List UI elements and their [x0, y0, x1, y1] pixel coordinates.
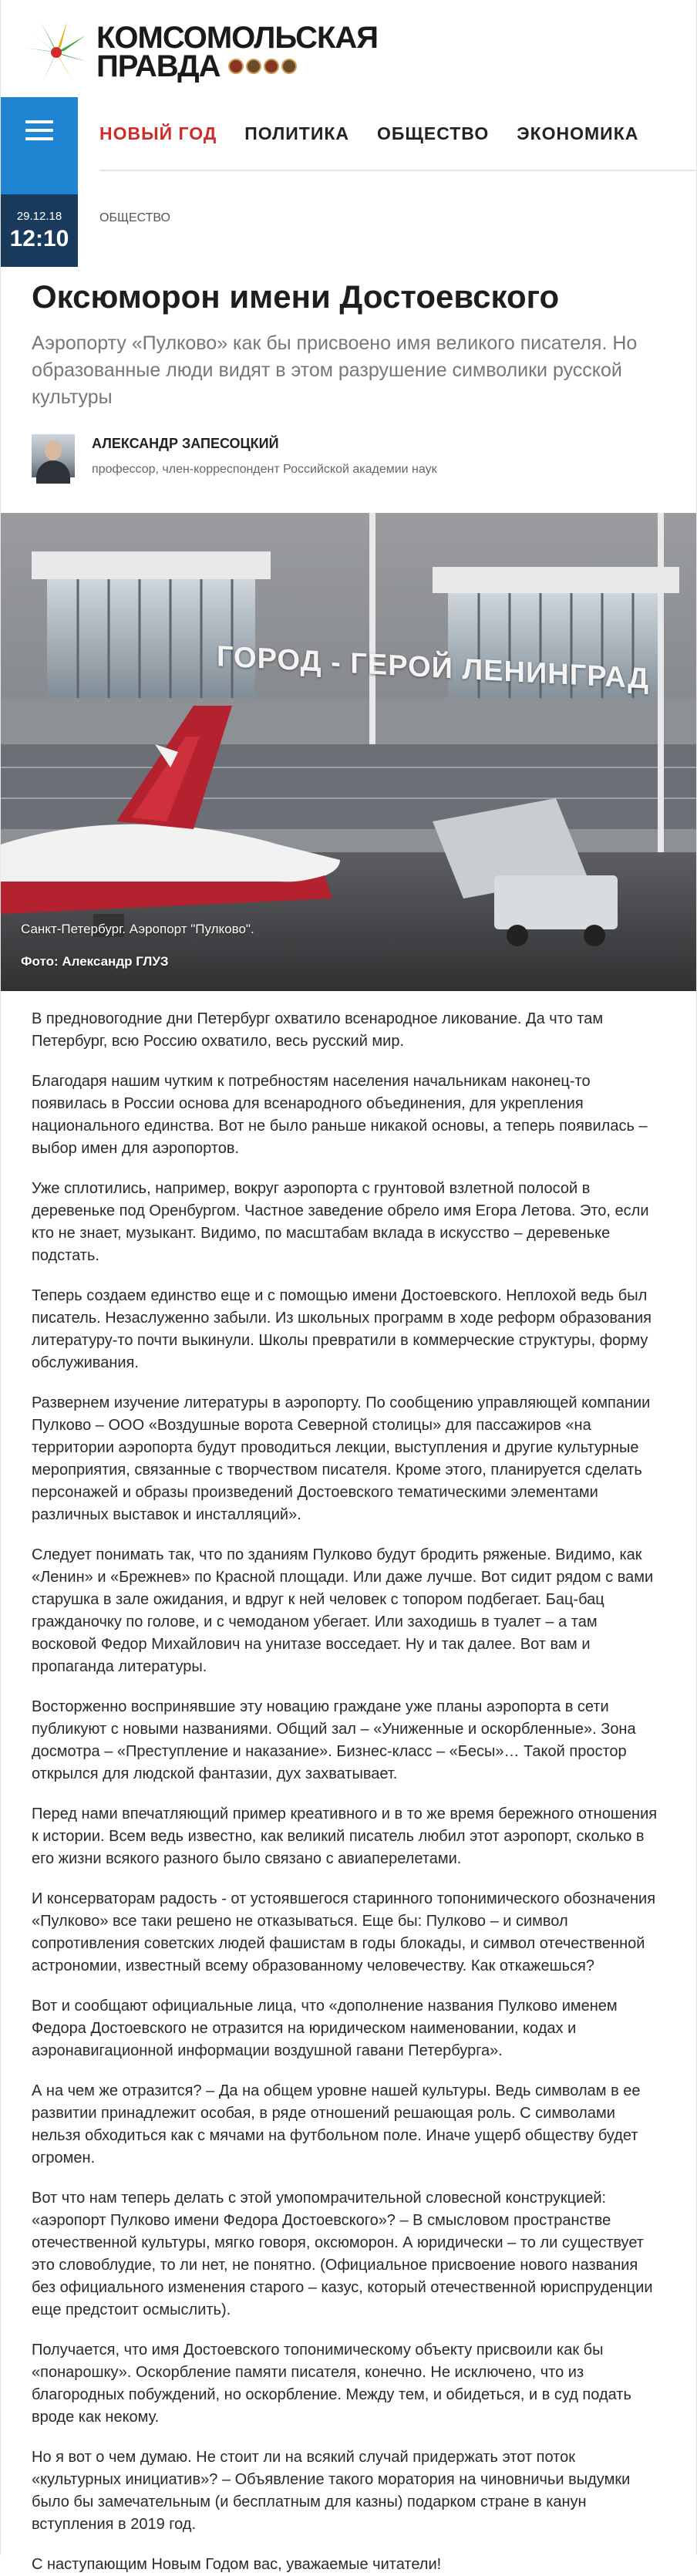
navigation-row [1, 97, 696, 251]
article-paragraph: В предновогодние дни Петербург охватило всенародное ликование. Да что там Петербург, всю Россию охватило, весь русский мир. [32, 1010, 604, 1050]
leaf-emblem-icon [21, 17, 92, 88]
order-badge-icon [264, 59, 279, 74]
order-badge-icon [228, 59, 244, 74]
article-paragraph: С наступающим Новым Годом вас, уважаемые читатели! [32, 2556, 442, 2574]
article-paragraph: Получается, что имя Достоевского топонимическому объекту присвоили как бы «понарошку». Оскорбление памяти писателя, конечно. Не исключено, что из благородных побуждений, но оскорбление. Между тем, и обидеться, и в суд подать вроде как некому. [32, 2342, 631, 2426]
author-avatar[interactable] [32, 434, 75, 477]
nav-item-new-year[interactable]: НОВЫЙ ГОД [99, 123, 217, 143]
author-name[interactable]: АЛЕКСАНДР ЗАПЕСОЦКИЙ [92, 436, 279, 452]
airport-photo-image [1, 513, 696, 991]
rubric-link[interactable]: ОБЩЕСТВО [99, 211, 170, 224]
publish-date: 29.12.18 [16, 210, 62, 223]
article-title: Оксюморон имени Достоевского [32, 278, 560, 315]
article-lead: Аэропорту «Пулково» как бы присвоено имя великого писателя. Но образованные люди видят в этом разрушение символики русской культуры [32, 332, 638, 409]
author-role: профессор, член-корреспондент Российской академии наук [92, 463, 437, 477]
article-paragraph: Восторженно воспринявшие эту новацию граждане уже планы аэропорта в сети публикуют с новыми названиями. Общий зал – «Униженные и оскорбленные». Зона досмотра – «Преступление и наказание». Бизнес-класс – «Бесы»… Такой простор открылся для людской фантазии, дух захватывает. [32, 1698, 636, 1783]
article-paragraph: Вот и сообщают официальные лица, что «дополнение названия Пулково именем Федора Достоевского не отразится на юридическом наименовании, кодах и аэронавигационной информации воздушной гавани Петербурга». [32, 1998, 618, 2060]
article-photo[interactable] [1, 513, 696, 991]
menu-button[interactable] [1, 97, 78, 251]
order-badge-icon [281, 59, 297, 74]
logo-line-1: КОМСОМОЛЬСКАЯ [96, 21, 379, 56]
author-block [32, 434, 665, 477]
nav-item-society[interactable]: ОБЩЕСТВО [377, 123, 490, 143]
article-paragraph: Теперь создаем единство еще и с помощью имени Достоевского. Неплохой ведь был писатель. Незаслуженно забыли. Из школьных программ в ходе реформ образования литературу-то почти выкинули. Школы превратили в коммерческие структуры, форму обслуживания. [32, 1287, 652, 1372]
article-paragraph: Перед нами впечатляющий пример креативного и в то же время бережного отношения к истории. Всем ведь известно, как великий писатель любил этот аэропорт, сколько в его жизни всякого разного было связано с авиаперелетами. [32, 1806, 658, 1868]
article-paragraph: Следует понимать так, что по зданиям Пулково будут бродить ряженые. Видимо, как «Ленин» и «Брежнев» по Красной площади. Или даже лучше. Вот сидит рядом с вами старушка в зале ожидания, и вдруг к ней человек с топором подбегает. Бац-бац гражданочку по голове, и с чемоданом убегает. Или заходишь в туалет – а там восковой Федор Михайлович на унитазе восседает. Ну и так далее. Вот вам и пропаганда литературы. [32, 1546, 654, 1676]
photo-sign-text: ГОРОД - ГЕРОЙ ЛЕНИНГРАД [217, 640, 650, 696]
article-paragraph: А на чем же отразится? – Да на общем уровне нашей культуры. Ведь символам в ее развитии принадлежит особая, в ряде отношений решающая роль. С символами нельзя обходиться как с мячами на футбольном поле. Иначе ущерб обществу будет огромен. [32, 2082, 641, 2167]
photo-credit: Фото: Александр ГЛУЗ [21, 954, 169, 969]
nav-item-economy[interactable]: ЭКОНОМИКА [517, 123, 639, 143]
article-body [1, 991, 696, 2576]
logo-line-2: ПРАВДА [96, 49, 221, 83]
nav-item-politics[interactable]: ПОЛИТИКА [244, 123, 350, 143]
photo-caption: Санкт-Петербург. Аэропорт "Пулково". [21, 922, 254, 937]
article-paragraph: Уже сплотились, например, вокруг аэропорта с грунтовой взлетной полосой в деревеньке под Оренбургом. Частное заведение обрело имя Егора Летова. Это, если кто не знает, музыкант. Видимо, по масштабам вклада в искусство – деревеньке подстать. [32, 1180, 649, 1265]
article-paragraph: Развернем изучение литературы в аэропорту. По сообщению управляющей компании Пулково – ООО «Воздушные ворота Северной столицы» для пассажиров «на территории аэропорта будут проводиться лекции, выступления и другие культурные мероприятия, связанные с творчеством писателя. Кроме этого, планируется сделать персонажей и образы произведений Достоевского тематическими элементами различных выставок и инсталляций». [32, 1394, 651, 1524]
site-header [1, 0, 696, 97]
order-badge-icon [246, 59, 261, 74]
article-paragraph: Вот что нам теперь делать с этой умопомрачительной словесной конструкцией: «аэропорт Пулково имени Федора Достоевского»? – В смысловом пространстве отечественной культуры, мягко говоря, оксюморон. А юридически – то ли существует это словоблудие, то ли нет, не понятно. (Официальное присвоение нового названия без официального изменения старого – казус, который отечественной юриспруденции еще предстоит осмыслить). [32, 2190, 653, 2319]
article-paragraph: Благодаря нашим чутким к потребностям населения начальникам наконец-то появилась в России основа для всенародного объединения, для укрепления национального единства. Вот не было раньше никакой основы, а теперь появилась – выбор имен для аэропортов. [32, 1073, 648, 1158]
article-paragraph: И консерваторам радость - от устоявшегося старинного топонимического обозначения «Пулково» все таки решено не отказываться. Еще бы: Пулково – и символ сопротивления советских людей фашистам в годы блокады, и символ отечественной астрономии, известный всему образованному человечеству. Как откажешься? [32, 1890, 656, 1975]
publish-time: 12:10 [9, 226, 69, 251]
orders-emblem [228, 59, 297, 74]
publish-datetime [1, 194, 78, 267]
hamburger-icon [25, 120, 53, 140]
main-nav [78, 97, 696, 224]
site-logo[interactable] [21, 17, 696, 88]
article-paragraph: Но я вот о чем думаю. Не стоит ли на всякий случай придержать этот поток «культурных инициатив»? – Объявление такого моратория на чиновничьи выдумки было бы замечательным (и бесплатным для казны) подарком стране в канун вступления в 2019 год. [32, 2449, 631, 2534]
